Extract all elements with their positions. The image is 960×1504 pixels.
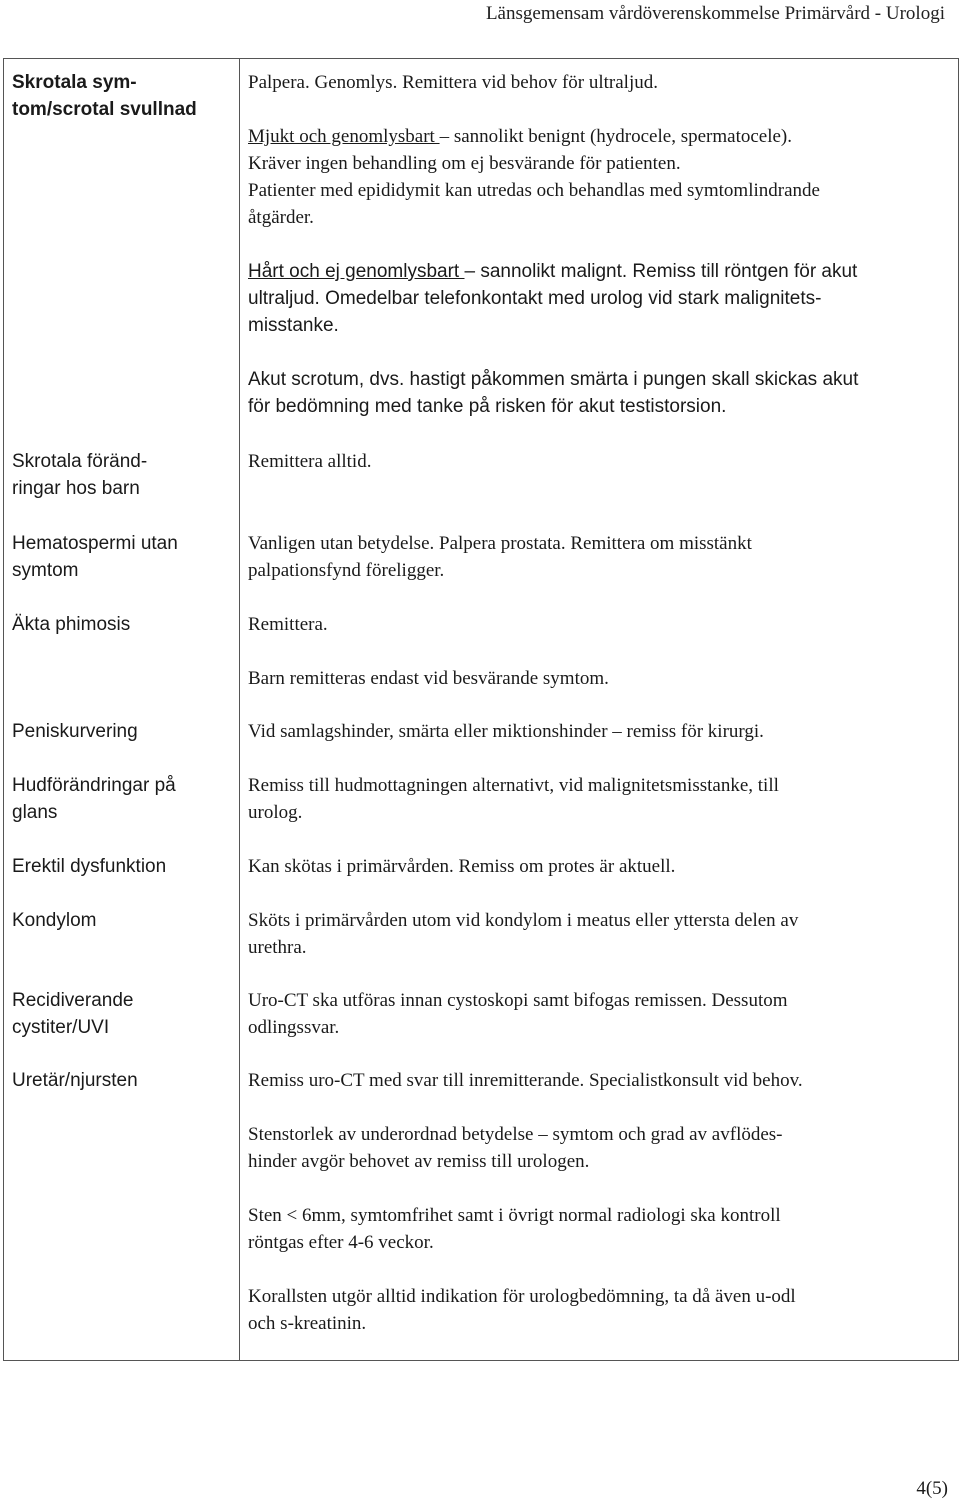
condition-kidney-stones: Uretär/njursten [12, 1070, 138, 1091]
advice-scrotal-intro: Palpera. Genomlys. Remittera vid behov för ultraljud. [248, 72, 658, 93]
advice-acute-scrotum: Akut scrotum, dvs. hastigt påkommen smärta i pungen skall skickas akut för bedömning med tanke på risken för akut testistorsion. [248, 369, 859, 417]
guideline-table [3, 58, 959, 1361]
condition-hematospermia: Hematospermi utan symtom [12, 533, 178, 581]
advice-kidney-stones: Remiss uro-CT med svar till inremitterande. Specialistkonsult vid behov. Stenstorlek av underordnad betydelse – symtom och grad av avflödes- hinder avgör behovet av remiss till urologen. Sten < 6mm, symtomfrihet samt i övrigt normal radiologi ska kontroll röntgas efter 4-6 veckor. Korallsten utgör alltid indikation för urologbedömning, ta då även u-odl och s-kreatinin. [248, 1070, 803, 1334]
advice-soft-mass: Mjukt och genomlysbart – sannolikt benignt (hydrocele, spermatocele). Kräver ingen behandling om ej besvärande för patienten. Patienter med epididymit kan utredas och behandlas med symtomlindrande åtgärder. [248, 126, 820, 228]
condition-condyloma: Kondylom [12, 910, 97, 931]
condition-phimosis: Äkta phimosis [12, 614, 131, 635]
document-header: Länsgemensam vårdöverenskommelse Primärvård - Urologi [485, 3, 945, 24]
advice-glans-skin: Remiss till hudmottagningen alternativt, vid malignitetsmisstanke, till urolog. [248, 775, 779, 823]
advice-penile-curvature: Vid samlagshinder, smärta eller miktionshinder – remiss för kirurgi. [248, 721, 764, 742]
advice-condyloma: Sköts i primärvården utom vid kondylom i meatus eller yttersta delen av urethra. [248, 910, 799, 958]
advice-erectile-dysfunction: Kan skötas i primärvården. Remiss om protes är aktuell. [248, 856, 676, 877]
condition-erectile-dysfunction: Erektil dysfunktion [12, 856, 167, 877]
condition-scrotal-children: Skrotala föränd- ringar hos barn [12, 451, 148, 499]
advice-hard-mass: Hårt och ej genomlysbart – sannolikt malignt. Remiss till röntgen för akut ultraljud. Omedelbar telefonkontakt med urolog vid stark malignitets- misstanke. [248, 261, 858, 336]
advice-recurrent-uti: Uro-CT ska utföras innan cystoskopi samt bifogas remissen. Dessutom odlingssvar. [248, 990, 788, 1038]
advice-phimosis: Remittera. Barn remitteras endast vid besvärande symtom. [248, 614, 609, 689]
advice-children: Remittera alltid. [248, 451, 372, 472]
condition-column [4, 59, 240, 1361]
condition-scrotal-swelling: Skrotala sym- tom/scrotal svullnad [12, 72, 197, 120]
advice-hematospermia: Vanligen utan betydelse. Palpera prostata. Remittera om misstänkt palpationsfynd föreligger. [248, 533, 752, 581]
condition-recurrent-uti: Recidiverande cystiter/UVI [12, 990, 134, 1038]
advice-column [240, 59, 959, 1361]
condition-glans-skin-changes: Hudförändringar på glans [12, 775, 176, 823]
condition-penile-curvature: Peniskurvering [12, 721, 138, 742]
page-number: 4(5) [916, 1478, 948, 1499]
